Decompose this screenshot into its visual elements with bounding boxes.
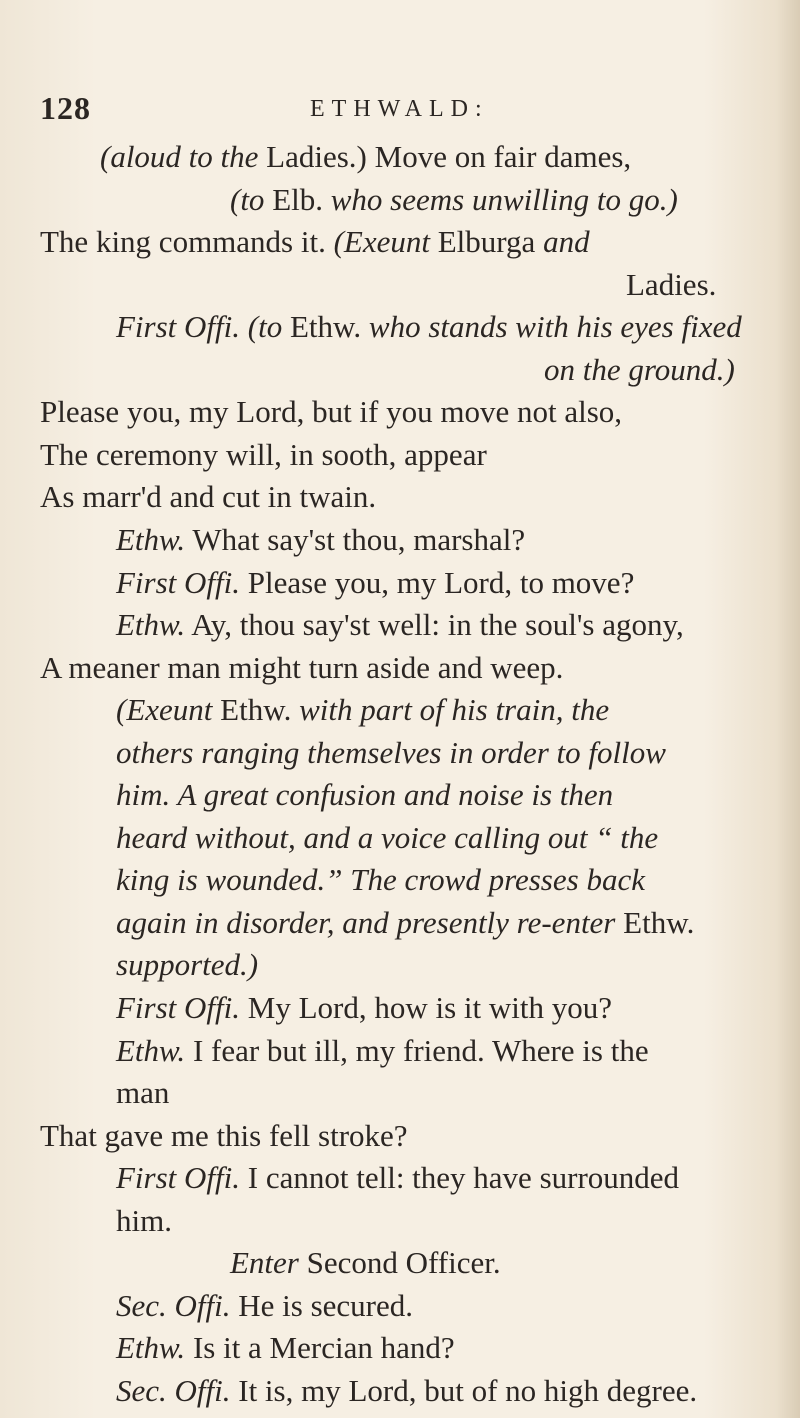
- stage-direction-line: Enter Second Officer.: [230, 1245, 501, 1280]
- stage-direction-line: (to Elb. who seems unwilling to go.): [230, 182, 678, 217]
- speaker-line: Sec. Offi. It is, my Lord, but of no high degree.: [116, 1373, 698, 1408]
- speaker-line: Ethw. I fear but ill, my friend. Where is the: [116, 1033, 649, 1068]
- speaker-line: First Offi. (to Ethw. who stands with his eyes fixed: [116, 309, 742, 344]
- text-line: Ladies.: [626, 267, 717, 302]
- text-line: (aloud to the Ladies.) Move on fair dames,: [100, 139, 632, 174]
- verse-line: As marr'd and cut in twain.: [40, 479, 377, 514]
- stage-direction-line: him. A great confusion and noise is then: [116, 777, 614, 812]
- verse-line: That gave me this fell stroke?: [40, 1118, 408, 1153]
- stage-direction-line: king is wounded.” The crowd presses back: [116, 862, 645, 897]
- speaker-line: Ethw. Is it a Mercian hand?: [116, 1330, 455, 1365]
- page-number: 128: [40, 90, 91, 126]
- speaker-line: Sec. Offi. He is secured.: [116, 1288, 413, 1323]
- stage-direction-line: on the ground.): [544, 352, 735, 387]
- verse-line: him.: [116, 1203, 172, 1238]
- stage-direction-line: (Exeunt Ethw. with part of his train, the: [116, 692, 610, 727]
- stage-direction-line: others ranging themselves in order to follow: [116, 735, 666, 770]
- verse-line: Please you, my Lord, but if you move not also,: [40, 394, 623, 429]
- verse-line: The ceremony will, in sooth, appear: [40, 437, 487, 472]
- stage-direction-line: heard without, and a voice calling out “ the: [116, 820, 659, 855]
- speaker-line: First Offi. My Lord, how is it with you?: [116, 990, 613, 1025]
- speaker-line: First Offi. Please you, my Lord, to move?: [116, 565, 635, 600]
- speaker-line: Ethw. Ay, thou say'st well: in the soul's agony,: [116, 607, 684, 642]
- speaker-line: First Offi. I cannot tell: they have surrounded: [116, 1160, 680, 1195]
- text-line: The king commands it. (Exeunt Elburga and: [40, 224, 590, 259]
- stage-direction-line: supported.): [116, 947, 259, 982]
- running-title: ETHWALD:: [310, 96, 489, 122]
- speaker-line: Ethw. What say'st thou, marshal?: [116, 522, 526, 557]
- verse-line: man: [116, 1075, 170, 1110]
- stage-direction-line: again in disorder, and presently re-enter Ethw.: [116, 905, 695, 940]
- verse-line: A meaner man might turn aside and weep.: [40, 650, 564, 685]
